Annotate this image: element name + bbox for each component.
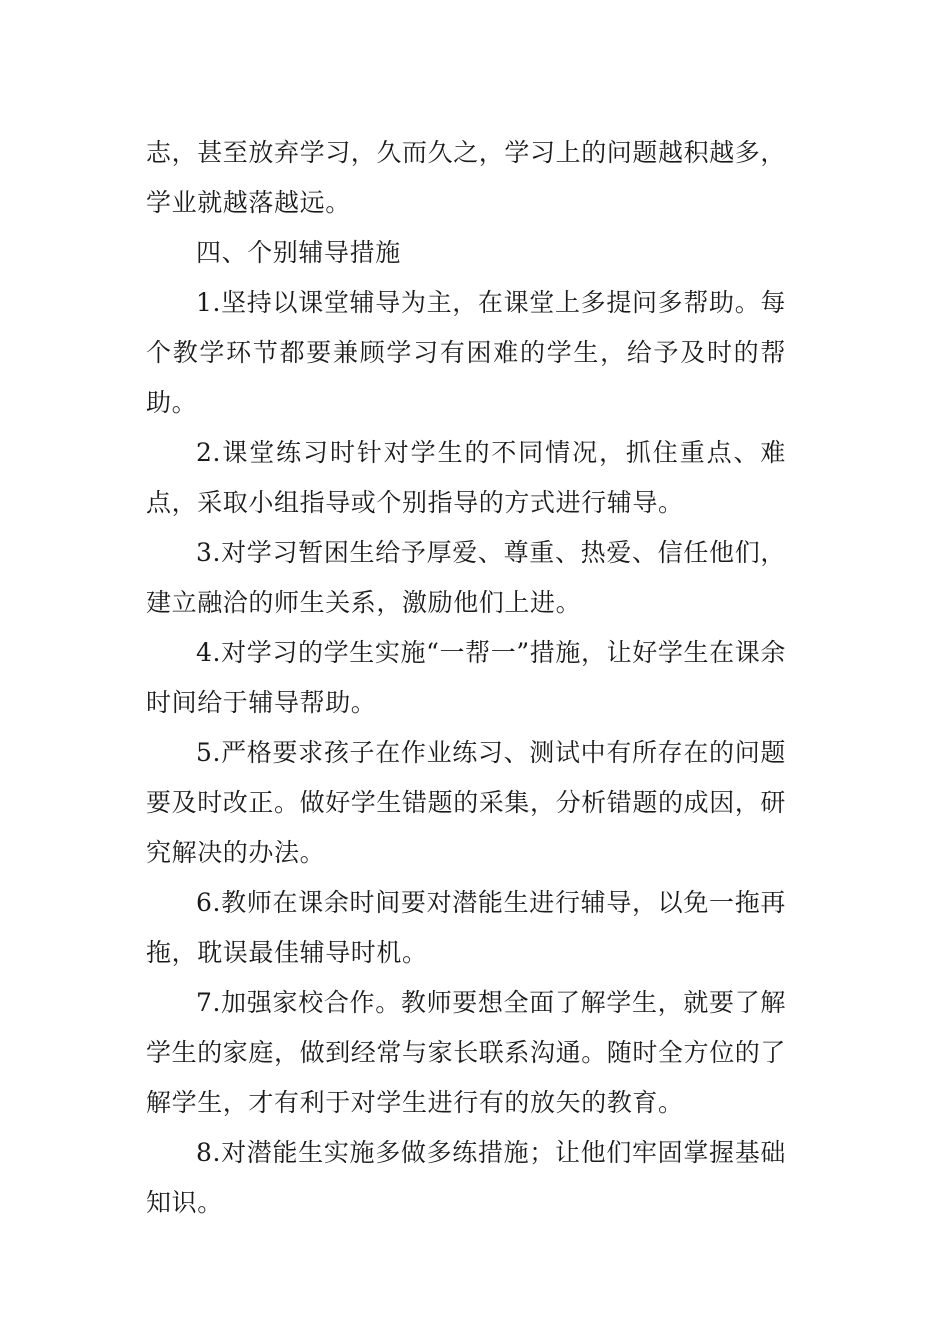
- paragraph-item-3: 3.对学习暂困生给予厚爱、尊重、热爱、信任他们，建立融洽的师生关系，激励他们上进。: [146, 538, 786, 617]
- paragraph-item-8: 8.对潜能生实施多做多练措施；让他们牢固掌握基础知识。: [146, 1138, 786, 1217]
- paragraph-item-1: 1.坚持以课堂辅导为主，在课堂上多提问多帮助。每个教学环节都要兼顾学习有困难的学生，给予及时的帮助。: [146, 288, 786, 417]
- paragraph-item-6: 6.教师在课余时间要对潜能生进行辅导，以免一拖再拖，耽误最佳辅导时机。: [146, 888, 786, 967]
- section-heading: 四、个别辅导措施: [196, 238, 401, 267]
- paragraph-item-7: 7.加强家校合作。教师要想全面了解学生，就要了解学生的家庭，做到经常与家长联系沟通。随时全方位的了解学生，才有利于对学生进行有的放矢的教育。: [146, 988, 787, 1117]
- paragraph-continuation: 志，甚至放弃学习，久而久之，学习上的问题越积越多，学业就越落越远。: [146, 138, 787, 217]
- paragraph-item-5: 5.严格要求孩子在作业练习、测试中有所存在的问题要及时改正。做好学生错题的采集，分析错题的成因，研究解决的办法。: [146, 738, 787, 867]
- paragraph-item-4: 4.对学习的学生实施“一帮一”措施，让好学生在课余时间给于辅导帮助。: [146, 638, 786, 717]
- paragraph-item-2: 2.课堂练习时针对学生的不同情况，抓住重点、难点，采取小组指导或个别指导的方式进行辅导。: [146, 438, 786, 517]
- document-page: [146, 128, 786, 1228]
